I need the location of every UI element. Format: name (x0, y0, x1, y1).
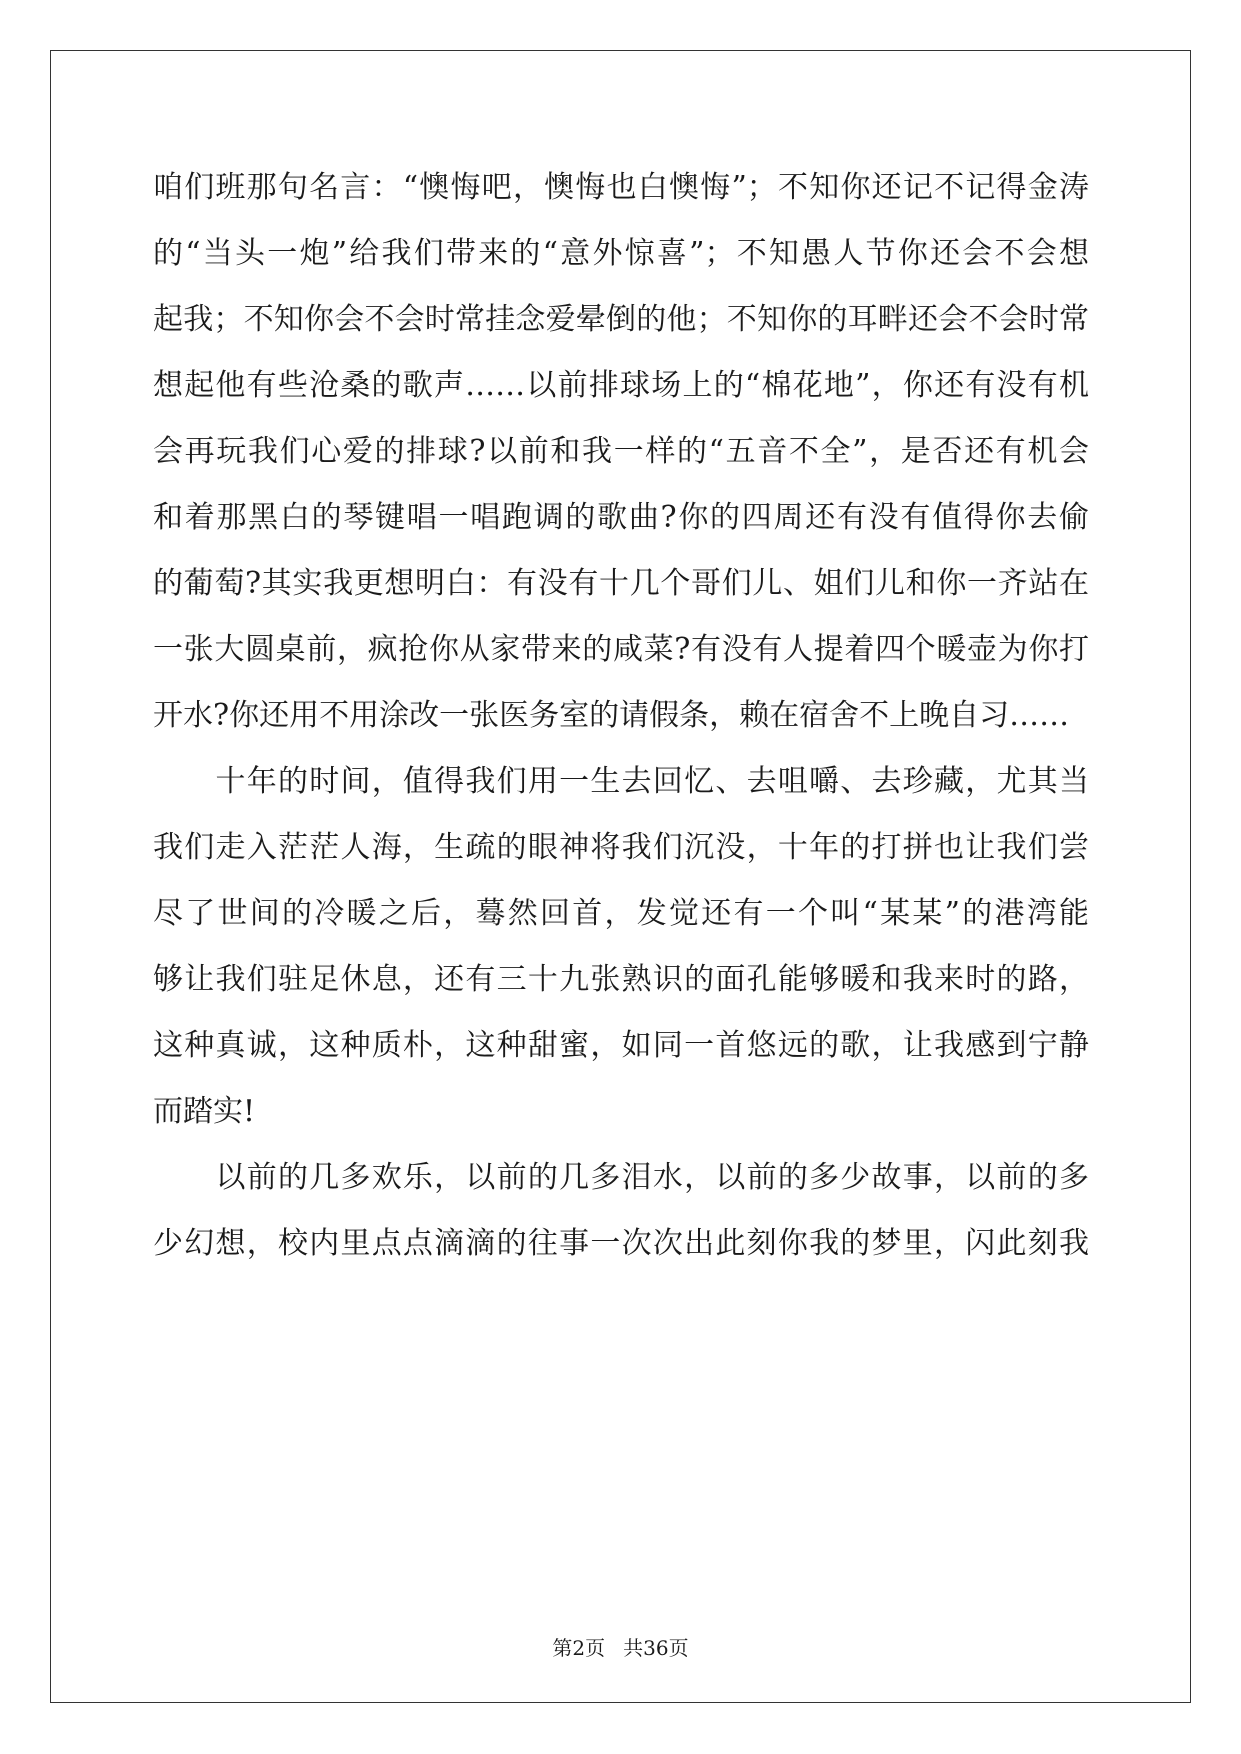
text-line: 起我；不知你会不会时常挂念爱晕倒的他；不知你的耳畔还会不会时常 (153, 302, 1089, 337)
text-line: 想起他有些沧桑的歌声……以前排球场上的“棉花地”，你还有没有机 (153, 368, 1089, 403)
text-line: 一张大圆桌前，疯抢你从家带来的咸菜?有没有人提着四个暖壶为你打 (153, 632, 1089, 667)
page-total: 共36页 (623, 1636, 689, 1660)
text-line: 以前的几多欢乐，以前的几多泪水，以前的多少故事，以前的多 (153, 1160, 1089, 1195)
text-line: 和着那黑白的琴键唱一唱跑调的歌曲?你的四周还有没有值得你去偷 (153, 500, 1089, 535)
text-line: 会再玩我们心爱的排球?以前和我一样的“五音不全”，是否还有机会 (153, 434, 1089, 469)
text-line: 我们走入茫茫人海，生疏的眼神将我们沉没，十年的打拼也让我们尝 (153, 830, 1089, 865)
text-line: 咱们班那句名言：“懊悔吧，懊悔也白懊悔”；不知你还记不记得金涛 (153, 170, 1089, 205)
page-number: 第2页 (552, 1636, 606, 1660)
document-body (153, 155, 1089, 1277)
text-line: 够让我们驻足休息，还有三十九张熟识的面孔能够暖和我来时的路， (153, 962, 1089, 997)
text-line: 十年的时间，值得我们用一生去回忆、去咀嚼、去珍藏，尤其当 (153, 764, 1089, 799)
text-line: 少幻想，校内里点点滴滴的往事一次次出此刻你我的梦里，闪此刻我 (153, 1226, 1089, 1261)
text-line: 的葡萄?其实我更想明白：有没有十几个哥们儿、姐们儿和你一齐站在 (153, 566, 1089, 601)
text-line: 尽了世间的冷暖之后，蓦然回首，发觉还有一个叫“某某”的港湾能 (153, 896, 1089, 931)
text-line: 的“当头一炮”给我们带来的“意外惊喜”；不知愚人节你还会不会想 (153, 236, 1089, 271)
text-line: 而踏实! (153, 1094, 256, 1129)
page-footer (0, 1632, 1241, 1661)
text-line: 开水?你还用不用涂改一张医务室的请假条，赖在宿舍不上晚自习…… (153, 698, 1070, 733)
text-line: 这种真诚，这种质朴，这种甜蜜，如同一首悠远的歌，让我感到宁静 (153, 1028, 1089, 1063)
